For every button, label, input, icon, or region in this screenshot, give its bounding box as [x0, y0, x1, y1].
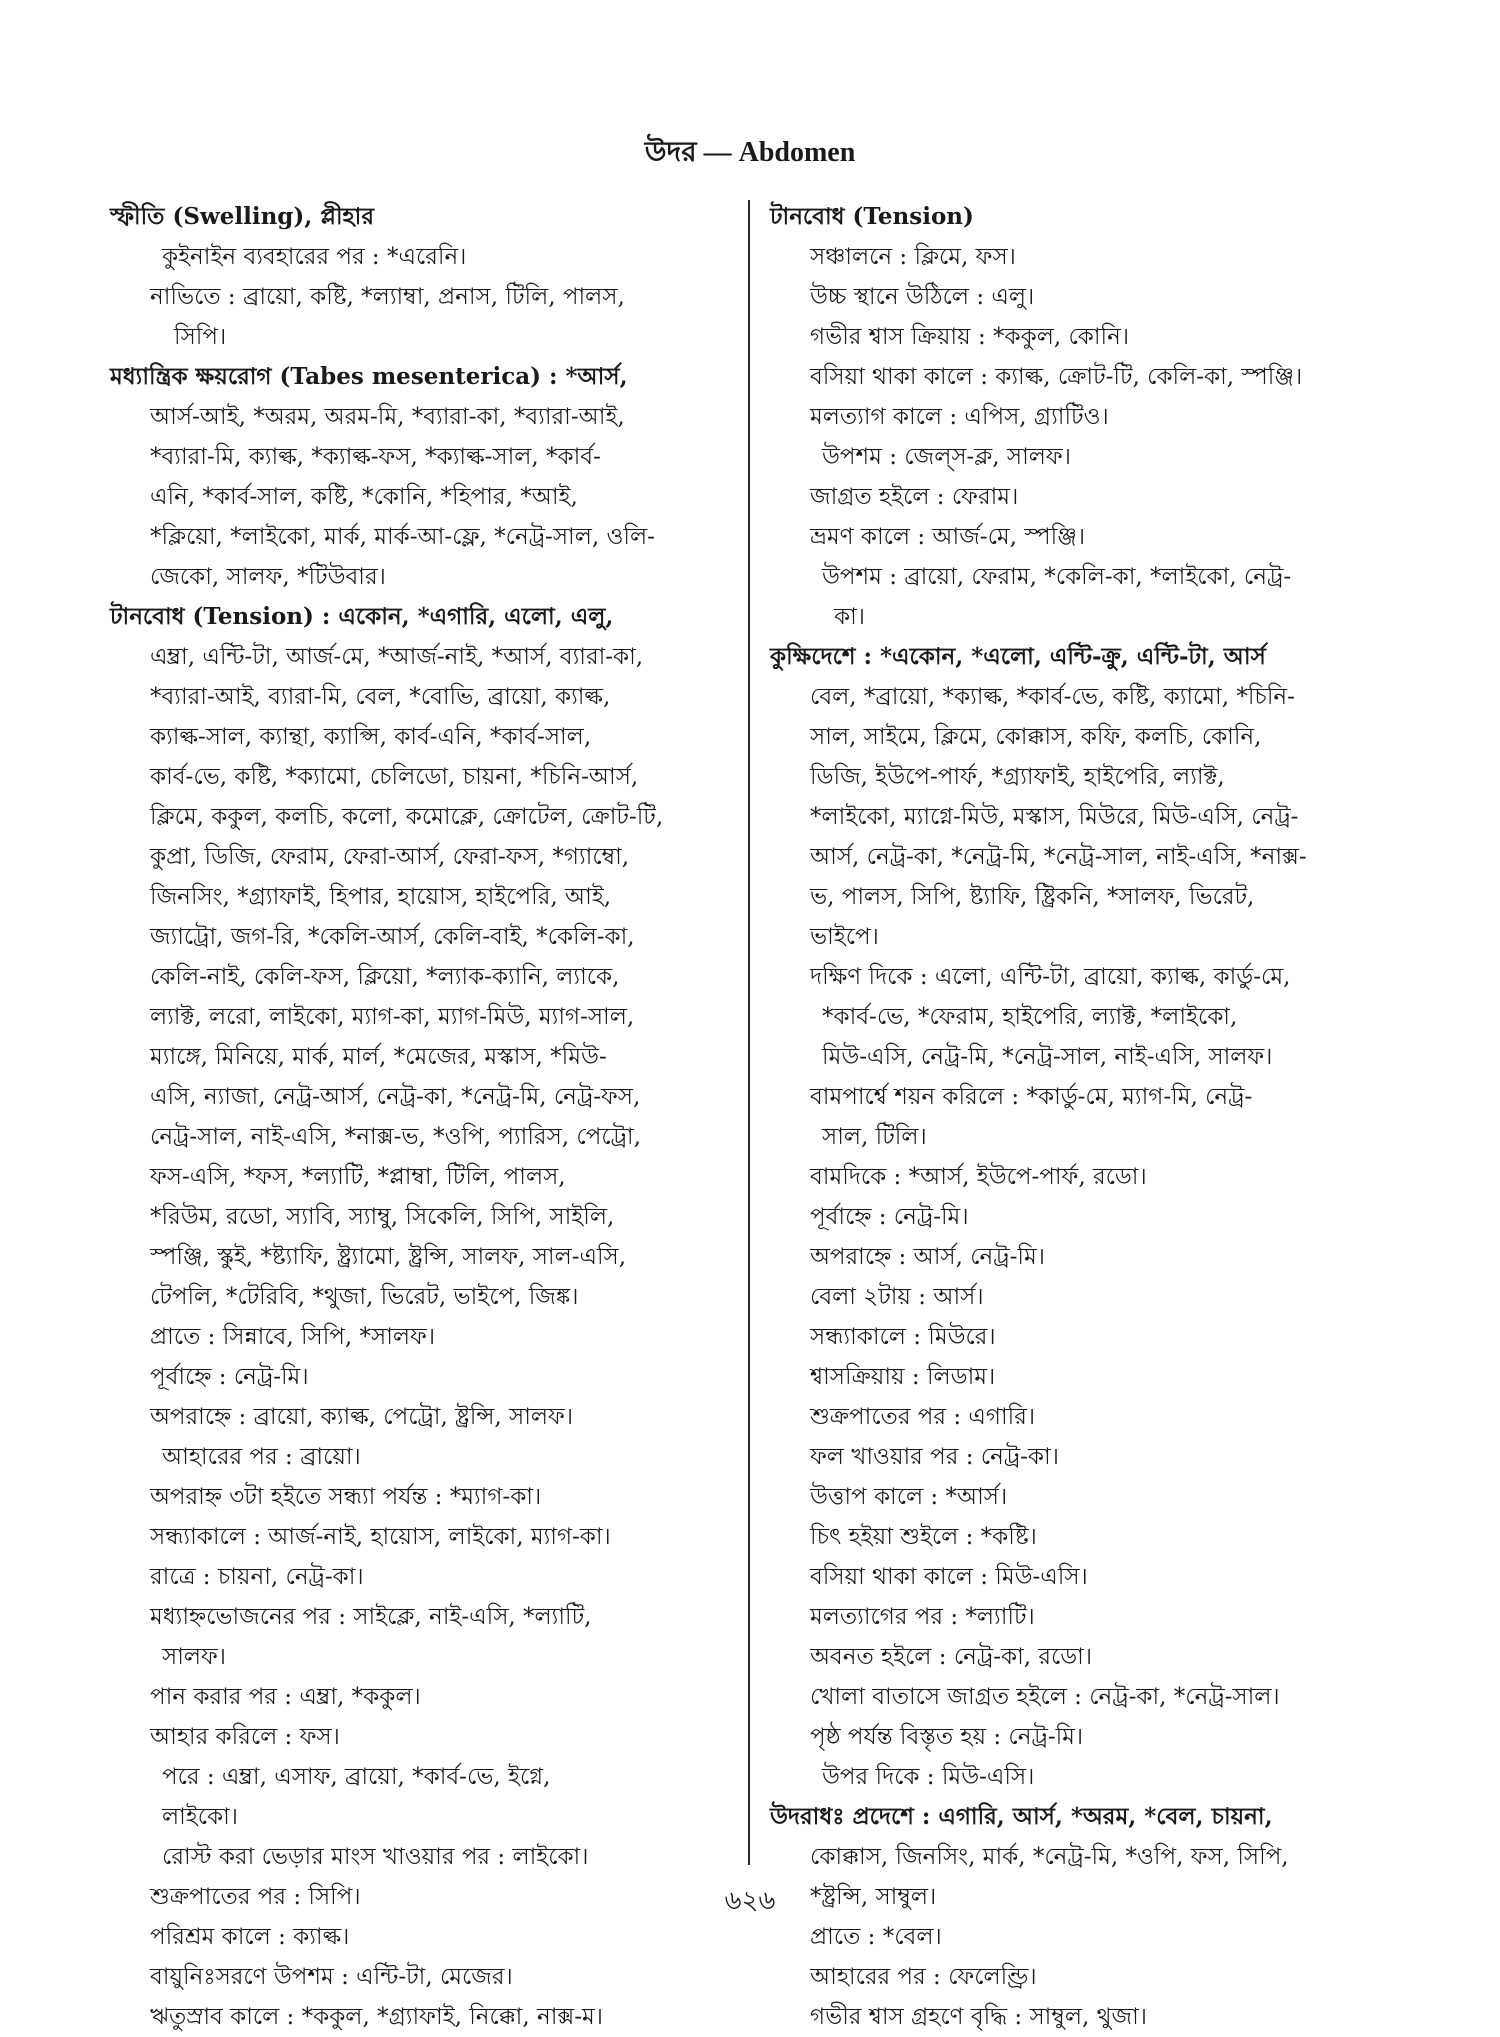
- text-line: উচ্চ স্থানে উঠিলে : এলু।: [810, 284, 1035, 310]
- text-line: ভ্রমণ কালে : আর্জ-মে, স্পঞ্জি।: [810, 524, 1086, 550]
- column-divider: [748, 200, 750, 1865]
- text-line: উপর দিকে : মিউ-এসি।: [822, 1764, 1035, 1790]
- text-line: অপরাহ্নে : আর্স, নেট্র-মি।: [810, 1244, 1045, 1270]
- text-line: চিৎ হইয়া শুইলে : *কষ্টি।: [810, 1524, 1037, 1550]
- text-line: বসিয়া থাকা কালে : মিউ-এসি।: [810, 1564, 1088, 1590]
- text-line: *রিউম, রডো, স্যাবি, স্যাম্বু, সিকেলি, সিপি, সাইলি,: [150, 1204, 615, 1230]
- text-line: পান করার পর : এম্ব্রা, *ককুল।: [150, 1684, 421, 1710]
- text-line: এসি, ন্যাজা, নেট্র-আর্স, নেট্র-কা, *নেট্র-মি, নেট্র-ফস,: [150, 1084, 641, 1110]
- text-line: কুইনাইন ব্যবহারের পর : *এরেনি।: [162, 244, 467, 270]
- text-line: কার্ব-ভে, কষ্টি, *ক্যামো, চেলিডো, চায়না, *চিনি-আর্স,: [150, 764, 639, 790]
- text-line: ক্লিমে, ককুল, কলচি, কলো, কমোক্লে, ক্রোটেল, ক্রোট-টি,: [150, 804, 664, 830]
- text-line: আহার করিলে : ফস।: [150, 1724, 340, 1750]
- page-number: ৬২৬: [724, 1886, 776, 1916]
- text-line: ফল খাওয়ার পর : নেট্র-কা।: [810, 1444, 1059, 1470]
- text-line: নাভিতে : ব্রায়ো, কষ্টি, *ল্যাম্বা, প্রনাস, টিলি, পালস,: [150, 284, 625, 310]
- text-line: সিপি।: [174, 324, 227, 350]
- text-line: কোক্কাস, জিনসিং, মার্ক, *নেট্র-মি, *ওপি, ফস, সিপি,: [810, 1844, 1289, 1870]
- text-line: বায়ুনিঃসরণে উপশম : এন্টি-টা, মেজের।: [150, 1964, 513, 1990]
- text-line: ল্যাক্ট, লরো, লাইকো, ম্যাগ-কা, ম্যাগ-মিউ, ম্যাগ-সাল,: [150, 1004, 635, 1030]
- text-line: আহারের পর : ফেলেণ্ড্রি।: [810, 1964, 1037, 1990]
- text-line: খোলা বাতাসে জাগ্রত হইলে : নেট্র-কা, *নেট্র-সাল।: [810, 1684, 1280, 1710]
- text-line: এনি, *কার্ব-সাল, কষ্টি, *কোনি, *হিপার, *আই,: [150, 484, 578, 510]
- text-line: সালফ।: [162, 1644, 227, 1670]
- text-line: আর্স-আই, *অরম, অরম-মি, *ব্যারা-কা, *ব্যারা-আই,: [150, 404, 625, 430]
- rubric-heading: টানবোধ (Tension): [770, 203, 974, 230]
- rubric-heading: টানবোধ (Tension) : একোন, *এগারি, এলো, এলু,: [110, 603, 614, 630]
- text-line: পরে : এম্ব্রা, এসাফ, ব্রায়ো, *কার্ব-ভে, ইগ্নে,: [162, 1764, 551, 1790]
- text-line: *ব্যারা-আই, ব্যারা-মি, বেল, *বোভি, ব্রায়ো, ক্যাল্ক,: [150, 684, 611, 710]
- text-line: রাত্রে : চায়না, নেট্র-কা।: [150, 1564, 364, 1590]
- text-line: সাল, সাইমে, ক্লিমে, কোক্কাস, কফি, কলচি, কোনি,: [810, 724, 1262, 750]
- text-line: আহারের পর : ব্রায়ো।: [162, 1444, 361, 1470]
- text-line: *লাইকো, ম্যাগ্নে-মিউ, মস্কাস, মিউরে, মিউ-এসি, নেট্র-: [810, 804, 1299, 830]
- text-line: মধ্যাহ্নভোজনের পর : সাইক্লে, নাই-এসি, *ল্যাটি,: [150, 1604, 592, 1630]
- text-line: নেট্র-সাল, নাই-এসি, *নাক্স-ভ, *ওপি, প্যারিস, পেট্রো,: [150, 1124, 641, 1150]
- text-line: *ক্লিয়ো, *লাইকো, মার্ক, মার্ক-আ-ফ্লে, *নেট্র-সাল, ওলি-: [150, 524, 655, 550]
- text-line: জাগ্রত হইলে : ফেরাম।: [810, 484, 1019, 510]
- rubric-heading: উদরাধঃ প্রদেশে : এগারি, আর্স, *অরম, *বেল, চায়না,: [770, 1803, 1273, 1830]
- text-line: পূর্বাহ্নে : নেট্র-মি।: [810, 1204, 969, 1230]
- rubric-heading: স্ফীতি (Swelling), প্লীহার: [110, 203, 374, 230]
- text-line: ম্যাঙ্গে, মিনিয়ে, মার্ক, মার্ল, *মেজের, মস্কাস, *মিউ-: [150, 1044, 607, 1070]
- text-line: পৃষ্ঠ পর্যন্ত বিস্তৃত হয় : নেট্র-মি।: [810, 1724, 1084, 1750]
- text-line: ঋতুস্রাব কালে : *ককুল, *গ্র্যাফাই, নিক্কো, নাক্স-ম।: [150, 2004, 604, 2030]
- text-line: বেল, *ব্রায়ো, *ক্যাল্ক, *কার্ব-ভে, কষ্টি, ক্যামো, *চিনি-: [810, 684, 1295, 710]
- text-line: জেকো, সালফ, *টিউবার।: [150, 564, 386, 590]
- text-line: সঞ্চালনে : ক্লিমে, ফস।: [810, 244, 1016, 270]
- text-line: বসিয়া থাকা কালে : ক্যাল্ক, ক্রোট-টি, কেলি-কা, স্পঞ্জি।: [810, 364, 1303, 390]
- text-line: টেপলি, *টেরিবি, *থুজা, ভিরেট, ভাইপে, জিঙ্ক।: [150, 1284, 579, 1310]
- text-line: প্রাতে : *বেল।: [810, 1924, 942, 1950]
- rubric-heading: মধ্যান্ত্রিক ক্ষয়রোগ (Tabes mesenterica) : *আর্স,: [110, 363, 628, 390]
- text-line: আর্স, নেট্র-কা, *নেট্র-মি, *নেট্র-সাল, নাই-এসি, *নাক্স-: [810, 844, 1307, 870]
- text-line: কুপ্রা, ডিজি, ফেরাম, ফেরা-আর্স, ফেরা-ফস, *গ্যাম্বো,: [150, 844, 630, 870]
- text-line: পরিশ্রম কালে : ক্যাল্ক।: [150, 1924, 350, 1950]
- text-line: গভীর শ্বাস গ্রহণে বৃদ্ধি : সাম্বুল, থুজা।: [810, 2004, 1147, 2030]
- text-line: জ্যাট্রো, জগ-রি, *কেলি-আর্স, কেলি-বাই, *কেলি-কা,: [150, 924, 635, 950]
- text-line: শুক্রপাতের পর : সিপি।: [150, 1884, 361, 1910]
- text-line: *ব্যারা-মি, ক্যাল্ক, *ক্যাল্ক-ফস, *ক্যাল্ক-সাল, *কার্ব-: [150, 444, 601, 470]
- text-line: এম্ব্রা, এন্টি-টা, আর্জ-মে, *আর্জ-নাই, *আর্স, ব্যারা-কা,: [150, 644, 644, 670]
- text-line: *ষ্ট্রন্সি, সাম্বুল।: [810, 1884, 937, 1910]
- text-line: দক্ষিণ দিকে : এলো, এন্টি-টা, ব্রায়ো, ক্যাল্ক, কার্ডু-মে,: [810, 964, 1291, 990]
- text-line: রোস্ট করা ভেড়ার মাংস খাওয়ার পর : লাইকো।: [162, 1844, 589, 1870]
- text-line: গভীর শ্বাস ক্রিয়ায় : *ককুল, কোনি।: [810, 324, 1130, 350]
- text-line: অপরাহ্ন ৩টা হইতে সন্ধ্যা পর্যন্ত : *ম্যাগ-কা।: [150, 1484, 542, 1510]
- text-line: পূর্বাহ্নে : নেট্র-মি।: [150, 1364, 309, 1390]
- page-title: উদর — Abdomen: [644, 137, 856, 168]
- text-line: ফস-এসি, *ফস, *ল্যাটি, *প্লাম্বা, টিলি, পালস,: [150, 1164, 566, 1190]
- rubric-heading: কুক্ষিদেশে : *একোন, *এলো, এন্টি-ক্রু, এন্টি-টা, আর্স: [770, 643, 1266, 670]
- text-line: উপশম : ব্রায়ো, ফেরাম, *কেলি-কা, *লাইকো, নেট্র-: [822, 564, 1292, 590]
- text-line: ভাইপে।: [810, 924, 879, 950]
- text-line: প্রাতে : সিন্নাবে, সিপি, *সালফ।: [150, 1324, 436, 1350]
- text-line: মলত্যাগ কালে : এপিস, গ্র্যাটিও।: [810, 404, 1109, 430]
- text-line: শুক্রপাতের পর : এগারি।: [810, 1404, 1036, 1430]
- text-line: অবনত হইলে : নেট্র-কা, রডো।: [810, 1644, 1093, 1670]
- left-column: [110, 197, 726, 2030]
- text-line: স্পঞ্জি, স্কুই, *ষ্ট্যাফি, ষ্ট্র্যামো, ষ্ট্রন্সি, সালফ, সাল-এসি,: [150, 1244, 627, 1270]
- text-line: কেলি-নাই, কেলি-ফস, ক্লিয়ো, *ল্যাক-ক্যানি, ল্যাকে,: [150, 964, 620, 990]
- text-line: উপশম : জেল্স-ক্ল, সালফ।: [822, 444, 1071, 470]
- text-line: ডিজি, ইউপে-পার্ফ, *গ্র্যাফাই, হাইপেরি, ল্যাক্ট,: [810, 764, 1225, 790]
- text-line: *কার্ব-ভে, *ফেরাম, হাইপেরি, ল্যাক্ট, *লাইকো,: [822, 1004, 1238, 1030]
- text-line: শ্বাসক্রিয়ায় : লিডাম।: [810, 1364, 996, 1390]
- right-column: [770, 197, 1390, 2030]
- text-line: উত্তাপ কালে : *আর্স।: [810, 1484, 1008, 1510]
- text-line: মিউ-এসি, নেট্র-মি, *নেট্র-সাল, নাই-এসি, সালফ।: [822, 1044, 1273, 1070]
- text-line: কা।: [834, 604, 865, 630]
- text-line: ক্যাল্ক-সাল, ক্যান্থা, ক্যাপ্সি, কার্ব-এনি, *কার্ব-সাল,: [150, 724, 592, 750]
- text-line: বেলা ২টায় : আর্স।: [810, 1284, 984, 1310]
- text-line: সন্ধ্যাকালে : মিউরে।: [810, 1324, 996, 1350]
- text-line: জিনসিং, *গ্র্যাফাই, হিপার, হায়োস, হাইপেরি, আই,: [150, 884, 612, 910]
- text-line: সন্ধ্যাকালে : আর্জ-নাই, হায়োস, লাইকো, ম্যাগ-কা।: [150, 1524, 611, 1550]
- text-line: ভ, পালস, সিপি, ষ্ট্যাফি, ষ্ট্রিকনি, *সালফ, ভিরেট,: [810, 884, 1255, 910]
- text-line: লাইকো।: [162, 1804, 238, 1830]
- text-line: সাল, টিলি।: [822, 1124, 927, 1150]
- text-line: বামদিকে : *আর্স, ইউপে-পার্ফ, রডো।: [810, 1164, 1147, 1190]
- text-line: মলত্যাগের পর : *ল্যাটি।: [810, 1604, 1035, 1630]
- text-line: অপরাহ্নে : ব্রায়ো, ক্যাল্ক, পেট্রো, ষ্ট্রন্সি, সালফ।: [150, 1404, 574, 1430]
- text-line: বামপার্শ্বে শয়ন করিলে : *কার্ডু-মে, ম্যাগ-মি, নেট্র-: [810, 1084, 1253, 1110]
